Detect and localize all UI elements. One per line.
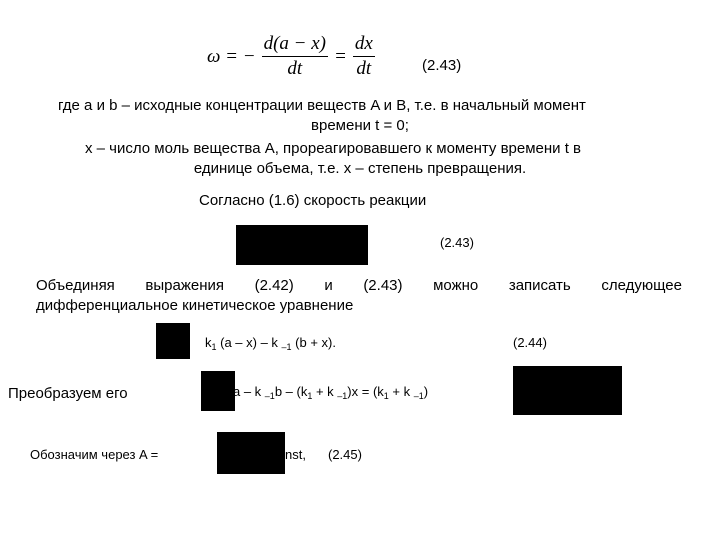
denote-label: Обозначим через A =: [30, 447, 159, 462]
fraction-1-denominator: dt: [287, 58, 303, 79]
rate-equation-number: (2.43): [440, 235, 474, 250]
denote-number: (2.45): [328, 447, 362, 462]
combine-word: следующее: [601, 277, 682, 294]
fraction-1: [262, 34, 328, 79]
fraction-1-numerator: d(a − x): [262, 34, 328, 57]
formula-equals: =: [333, 45, 347, 67]
definition-ab-line1: где a и b – исходные концентрации веществ A и B, т.е. в начальный момент: [58, 97, 586, 114]
combine-word: можно: [433, 277, 479, 294]
combine-word: выражения: [145, 277, 224, 294]
combine-word: и: [324, 277, 333, 294]
redacted-rate-equation: [236, 225, 368, 265]
combine-word: (2.43): [363, 277, 403, 294]
formula-lhs: ω = −: [207, 45, 256, 67]
definition-ab-line2: времени t = 0;: [311, 117, 409, 134]
combine-word: (2.42): [254, 277, 294, 294]
redacted-denote-expression: [217, 432, 285, 474]
fraction-2: [353, 34, 375, 79]
definition-x-line1: x – число моль вещества A, прореагировавшего к моменту времени t в: [85, 140, 582, 157]
transform-expression: a – k $_{-1}b - (k_1 + k$ $_{-1})x = (k_1 + k$ $_{-1}$): [233, 384, 429, 401]
formula-number: (2.43): [422, 57, 462, 74]
rate-formula: [207, 34, 375, 79]
combine-line2: дифференциальное кинетическое уравнение: [36, 297, 354, 314]
combine-line1: [36, 276, 682, 295]
combine-word: Объединяя: [36, 277, 115, 294]
denote-tail: nst,: [285, 447, 306, 462]
redacted-eq244-lhs: [156, 323, 190, 359]
rate-intro-text: Согласно (1.6) скорость реакции: [199, 192, 427, 209]
transform-label: Преобразуем его: [8, 385, 128, 402]
eq244-expression: $k_1$ (a – x) – k $_{-1}$ (b + x).: [205, 335, 336, 352]
fraction-2-numerator: dx: [353, 34, 375, 57]
redacted-transform-lhs: [201, 371, 235, 411]
redacted-transform-rhs: [513, 366, 622, 415]
combine-word: записать: [508, 277, 571, 294]
definition-x-line2: единице объема, т.е. x – степень превращения.: [193, 160, 527, 177]
eq244-number: (2.44): [513, 335, 547, 350]
fraction-2-denominator: dt: [356, 58, 372, 79]
